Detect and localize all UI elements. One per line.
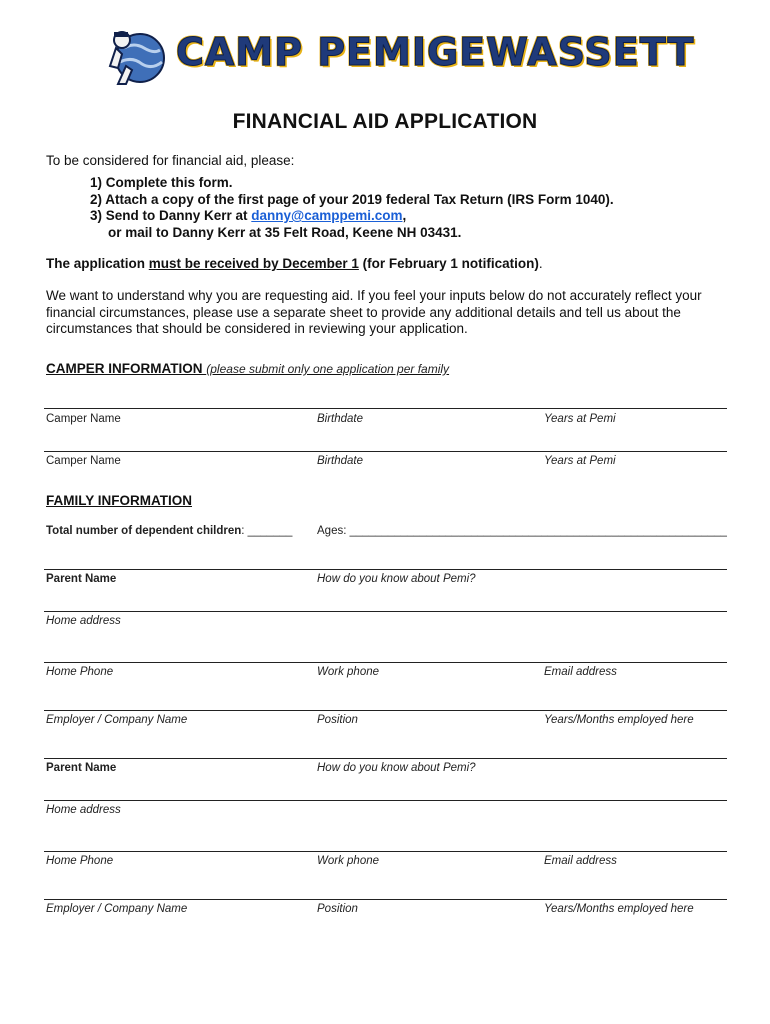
parent-1-home-phone-label: Home Phone [46, 666, 114, 678]
parent-1-work-phone-label: Work phone [317, 666, 380, 678]
dependents-field[interactable] [46, 525, 292, 537]
parent-2-employer-line[interactable] [44, 899, 727, 900]
deadline-date: must be received by December 1 [148, 256, 359, 271]
step-3-mail: or mail to Danny Kerr at 35 Felt Road, Keene NH 03431. [108, 224, 462, 240]
explanation-paragraph: We want to understand why you are requesting aid. If you feel your inputs below do not accurately reflect your financial circumstances, please use a separate sheet to provide any additional details and tell us about the circumstances that should be considered in reviewing your application. [46, 288, 702, 336]
parent-2-name-label: Parent Name [46, 762, 117, 774]
parent-1-email-label: Email address [544, 666, 617, 678]
step-3-suffix: , [402, 208, 407, 223]
parent-2-phone-line[interactable] [44, 851, 727, 852]
parent-1-how-know-label: How do you know about Pemi? [317, 573, 476, 585]
parent-2-years-employed-label: Years/Months employed here [544, 903, 694, 915]
parent-1-position-label: Position [317, 714, 358, 726]
intro-lead: To be considered for financial aid, please: [46, 153, 295, 168]
parent-1-address-label: Home address [46, 615, 121, 627]
camper-2-line[interactable] [44, 451, 727, 452]
step-1: 1) Complete this form. [90, 175, 233, 190]
step-2: 2) Attach a copy of the first page of your 2019 federal Tax Return (IRS Form 1040). [90, 191, 614, 207]
parent-2-home-phone-label: Home Phone [46, 855, 114, 867]
camper-1-birthdate-label: Birthdate [317, 413, 364, 425]
deadline-notice [46, 256, 543, 271]
parent-2-name-line[interactable] [44, 758, 727, 759]
dependents-blank: : _______ [241, 525, 293, 537]
camper-heading-text: CAMPER INFORMATION [46, 361, 203, 376]
instruction-steps [90, 175, 614, 241]
camper-2-birthdate-label: Birthdate [317, 455, 364, 467]
parent-1-employer-line[interactable] [44, 710, 727, 711]
deadline-end: . [538, 256, 543, 271]
parent-2-email-label: Email address [544, 855, 617, 867]
parent-1-years-employed-label: Years/Months employed here [544, 714, 694, 726]
camp-logo [104, 26, 695, 92]
camper-1-years-label: Years at Pemi [544, 413, 616, 425]
parent-1-name-label: Parent Name [46, 573, 117, 585]
parent-2-address-line[interactable] [44, 800, 727, 801]
parent-1-name-line[interactable] [44, 569, 727, 570]
parent-2-address-label: Home address [46, 804, 121, 816]
parent-1-address-line[interactable] [44, 611, 727, 612]
parent-2-work-phone-label: Work phone [317, 855, 380, 867]
camper-1-line[interactable] [44, 408, 727, 409]
parent-2-position-label: Position [317, 903, 358, 915]
page-title: FINANCIAL AID APPLICATION [232, 110, 538, 133]
camper-1-name-label: Camper Name [46, 413, 121, 425]
dependents-label: Total number of dependent children [46, 525, 242, 537]
mascot-globe-icon [104, 26, 170, 88]
step-3 [90, 208, 614, 225]
camper-section-note: (please submit only one application per family [206, 362, 450, 376]
parent-1-employer-label: Employer / Company Name [46, 714, 188, 726]
logo-wordmark: CAMP PEMIGEWASSETT [176, 30, 695, 74]
parent-2-employer-label: Employer / Company Name [46, 903, 188, 915]
parent-2-how-know-label: How do you know about Pemi? [317, 762, 476, 774]
deadline-suffix: (for February 1 notification) [358, 256, 539, 271]
camper-2-years-label: Years at Pemi [544, 455, 616, 467]
deadline-prefix: The application [46, 256, 149, 271]
camper-section-heading [46, 361, 449, 376]
step-3-prefix: 3) Send to Danny Kerr at [90, 208, 252, 223]
family-section-heading: FAMILY INFORMATION [46, 493, 193, 508]
parent-1-phone-line[interactable] [44, 662, 727, 663]
camper-2-name-label: Camper Name [46, 455, 121, 467]
email-link[interactable]: danny@camppemi.com [251, 208, 403, 223]
ages-field[interactable]: Ages: ___________________________________________________________ [317, 525, 727, 537]
